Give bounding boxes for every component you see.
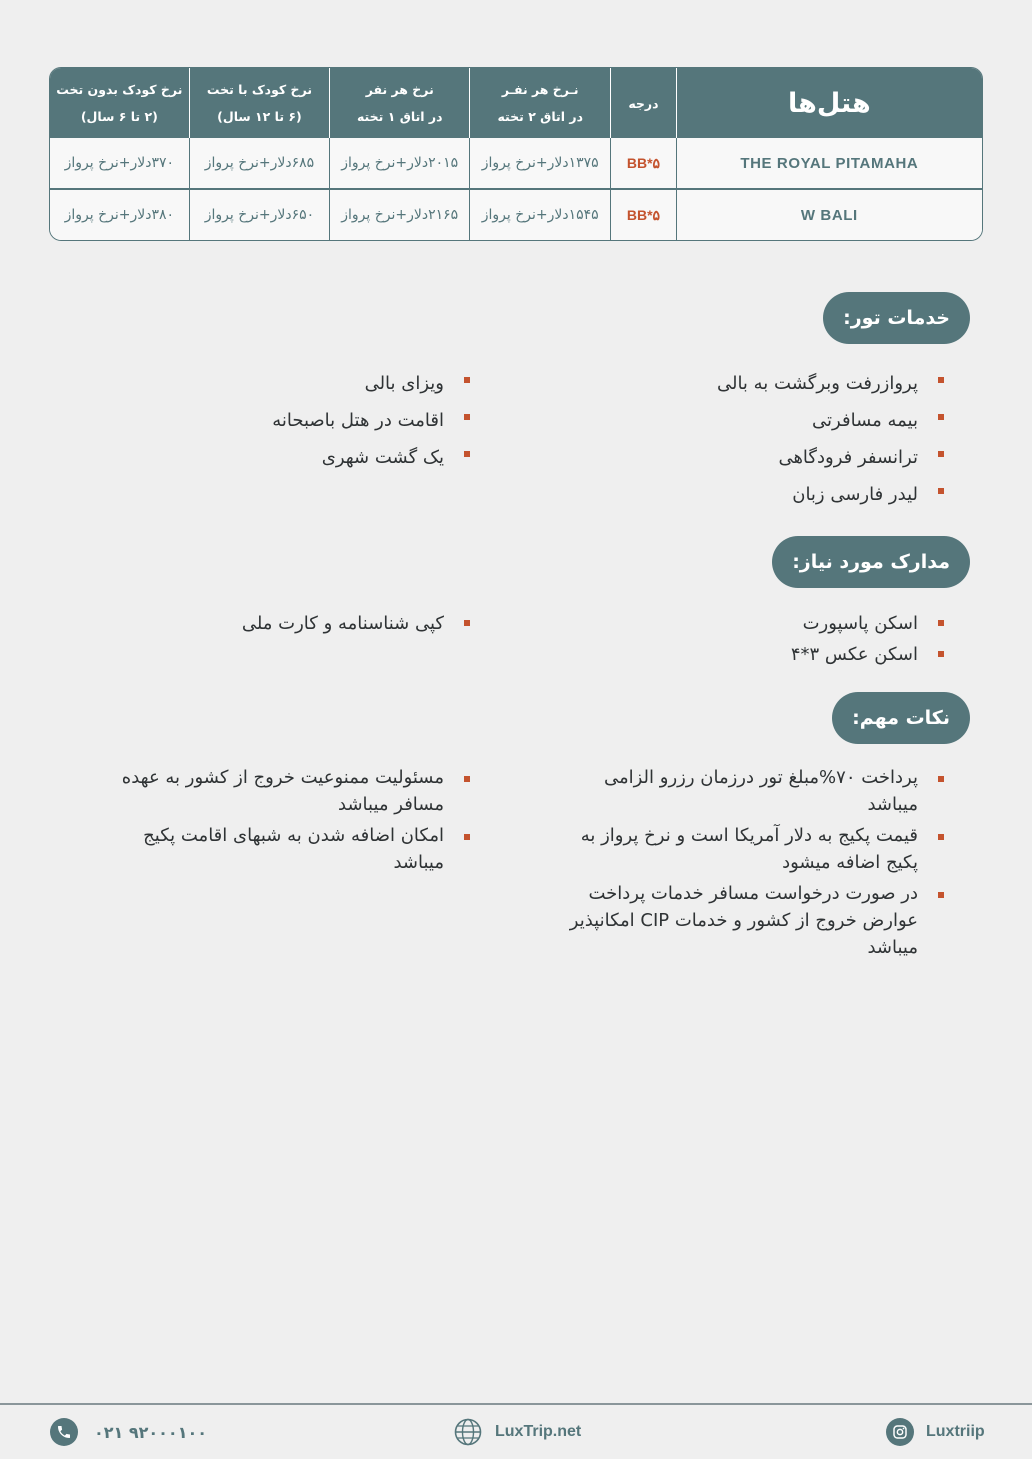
hotel-price-table <box>49 67 983 241</box>
phone-number: ۰۲۱ ۹۲۰۰۰۱۰۰ <box>94 1422 207 1442</box>
hotel-name: THE ROYAL PITAMAHA <box>676 138 982 188</box>
list-item: لیدر فارسی زبان <box>614 476 944 513</box>
header-child-nobed <box>50 68 189 138</box>
list-item: اسکن عکس ۳*۴ <box>614 639 944 670</box>
website-link[interactable]: LuxTrip.net <box>495 1423 582 1440</box>
price-single: ۲۰۱۵دلار+نرخ پرواز <box>329 138 469 188</box>
list-item: پرداخت ۷۰%مبلغ تور درزمان رزرو الزامی میباشد <box>564 764 944 818</box>
instagram-handle[interactable]: Luxtriip <box>926 1423 985 1440</box>
price-single: ۲۱۶۵دلار+نرخ پرواز <box>329 190 469 240</box>
price-double: ۱۳۷۵دلار+نرخ پرواز <box>469 138 610 188</box>
list-item: یک گشت شهری <box>140 439 470 476</box>
footer-phone[interactable] <box>50 1418 207 1446</box>
notes-title: نکات مهم: <box>832 692 970 744</box>
hotel-grade: BB*۵ <box>610 138 676 188</box>
documents-list-right <box>614 608 944 670</box>
footer-instagram[interactable] <box>886 1418 985 1446</box>
header-child-nobed-line1: نرخ کودک بدون تخت <box>56 82 183 97</box>
header-double-line2: در اتاق ۲ تخته <box>497 109 583 124</box>
phone-icon <box>50 1418 78 1446</box>
phone-icon-svg <box>56 1424 72 1440</box>
globe-icon <box>453 1417 483 1447</box>
table-row <box>50 138 982 188</box>
header-child-bed-line1: نرخ کودک با تخت <box>206 82 313 97</box>
footer-website[interactable] <box>453 1418 581 1446</box>
list-item: ویزای بالی <box>140 365 470 402</box>
services-list-left <box>140 365 470 476</box>
list-item: کپی شناسنامه و کارت ملی <box>140 608 470 639</box>
header-child-bed-line2: (۶ تا ۱۲ سال) <box>217 109 302 124</box>
list-item: اقامت در هتل باصبحانه <box>140 402 470 439</box>
price-child-bed: ۶۵۰دلار+نرخ پرواز <box>189 190 330 240</box>
table-header-row <box>50 68 982 138</box>
header-double <box>469 68 610 138</box>
list-item: اسکن پاسپورت <box>614 608 944 639</box>
list-item: در صورت درخواست مسافر خدمات پرداخت عوارض خروج از کشور و خدمات CIP امکانپذیر میباشد <box>564 880 944 961</box>
instagram-icon-svg <box>892 1424 908 1440</box>
documents-list-left <box>140 608 470 639</box>
list-item: قیمت پکیج به دلار آمریکا است و نرخ پرواز به پکیج اضافه میشود <box>564 822 944 876</box>
services-list-right <box>614 365 944 513</box>
header-single <box>329 68 469 138</box>
instagram-icon <box>886 1418 914 1446</box>
price-child-nobed: ۳۷۰دلار+نرخ پرواز <box>50 138 189 188</box>
list-item: ترانسفر فرودگاهی <box>614 439 944 476</box>
hotel-name: W BALI <box>676 190 982 240</box>
list-item: بیمه مسافرتی <box>614 402 944 439</box>
services-title: خدمات تور: <box>823 292 970 344</box>
hotel-grade: BB*۵ <box>610 190 676 240</box>
notes-list-right <box>564 764 944 961</box>
price-double: ۱۵۴۵دلار+نرخ پرواز <box>469 190 610 240</box>
header-double-line1: نـرخ هر نفـر <box>501 82 579 97</box>
header-grade: درجه <box>610 68 676 138</box>
header-hotels: هتل‌ها <box>676 68 982 138</box>
table-row <box>50 190 982 240</box>
list-item: پروازرفت وبرگشت به بالی <box>614 365 944 402</box>
header-child-bed <box>189 68 330 138</box>
documents-title: مدارک مورد نیاز: <box>772 536 970 588</box>
price-child-nobed: ۳۸۰دلار+نرخ پرواز <box>50 190 189 240</box>
header-child-nobed-line2: (۲ تا ۶ سال) <box>80 109 158 124</box>
notes-list-left <box>120 764 470 876</box>
list-item: امکان اضافه شدن به شبهای اقامت پکیج میباشد <box>120 822 470 876</box>
price-child-bed: ۶۸۵دلار+نرخ پرواز <box>189 138 330 188</box>
footer-divider <box>0 1403 1032 1405</box>
header-single-line2: در اتاق ۱ تخته <box>356 109 443 124</box>
list-item: مسئولیت ممنوعیت خروج از کشور به عهده مسافر میباشد <box>120 764 470 818</box>
header-single-line1: نرخ هر نفر <box>365 82 434 97</box>
